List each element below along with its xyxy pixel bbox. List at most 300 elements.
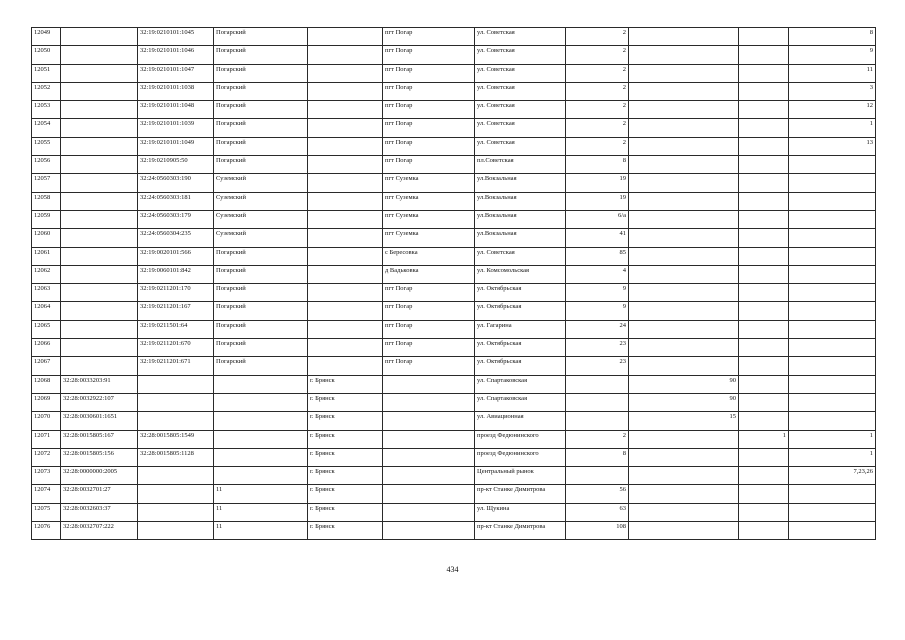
house-number-cell: 9 xyxy=(566,284,629,302)
house-number-cell: 2 xyxy=(566,119,629,137)
house-number-cell: 6/a xyxy=(566,210,629,228)
street-cell: ул. Октябрьская xyxy=(475,339,566,357)
street-cell: ул. Спартаковская xyxy=(475,375,566,393)
apartment-cell: 11 xyxy=(789,64,876,82)
settlement-cell xyxy=(383,503,475,521)
apartment-cell xyxy=(789,339,876,357)
district-cell: Суземский xyxy=(214,229,308,247)
cadastral-number-a xyxy=(61,82,138,100)
cadastral-number-a xyxy=(61,101,138,119)
house-number-cell: 85 xyxy=(566,247,629,265)
street-cell: ул. Советская xyxy=(475,119,566,137)
unit-a-cell xyxy=(739,192,789,210)
building-cell xyxy=(629,265,739,283)
cadastral-number-a: 32:28:0033203:91 xyxy=(61,375,138,393)
cadastral-number-b xyxy=(138,375,214,393)
building-cell xyxy=(629,101,739,119)
unit-a-cell xyxy=(739,247,789,265)
table-row xyxy=(32,393,876,411)
cadastral-number-a xyxy=(61,64,138,82)
table-row xyxy=(32,430,876,448)
cadastral-number-b: 32:19:0210101:1039 xyxy=(138,119,214,137)
cadastral-number-b: 32:19:0211201:167 xyxy=(138,302,214,320)
unit-a-cell xyxy=(739,82,789,100)
street-cell: ул. Спартаковская xyxy=(475,393,566,411)
city-cell xyxy=(308,101,383,119)
apartment-cell: 1 xyxy=(789,119,876,137)
cadastral-number-b: 32:19:0211201:670 xyxy=(138,339,214,357)
building-cell xyxy=(629,82,739,100)
cadastral-number-b: 32:19:0210101:1045 xyxy=(138,28,214,46)
apartment-cell xyxy=(789,357,876,375)
district-cell: Погарский xyxy=(214,320,308,338)
cadastral-number-b: 32:19:0211501:64 xyxy=(138,320,214,338)
cadastral-number-a xyxy=(61,156,138,174)
house-number-cell: 23 xyxy=(566,339,629,357)
row-id: 12062 xyxy=(32,265,61,283)
city-cell xyxy=(308,137,383,155)
cadastral-number-a: 32:28:0032603:37 xyxy=(61,503,138,521)
city-cell xyxy=(308,284,383,302)
city-cell xyxy=(308,265,383,283)
settlement-cell: пгт Погар xyxy=(383,156,475,174)
settlement-cell: пгт Погар xyxy=(383,357,475,375)
cadastral-number-a xyxy=(61,284,138,302)
row-id: 12053 xyxy=(32,101,61,119)
unit-a-cell xyxy=(739,339,789,357)
cadastral-number-b: 32:19:0210101:1038 xyxy=(138,82,214,100)
cadastral-number-a xyxy=(61,357,138,375)
unit-a-cell xyxy=(739,393,789,411)
house-number-cell: 108 xyxy=(566,522,629,540)
row-id: 12065 xyxy=(32,320,61,338)
house-number-cell xyxy=(566,412,629,430)
cadastral-number-b: 32:28:0015805:1128 xyxy=(138,448,214,466)
street-cell: ул. Гагарина xyxy=(475,320,566,338)
city-cell: г. Брянск xyxy=(308,412,383,430)
apartment-cell: 3 xyxy=(789,82,876,100)
unit-a-cell xyxy=(739,485,789,503)
house-number-cell: 63 xyxy=(566,503,629,521)
table-body xyxy=(32,28,876,540)
house-number-cell xyxy=(566,375,629,393)
cadastral-number-a xyxy=(61,210,138,228)
cadastral-number-a xyxy=(61,247,138,265)
settlement-cell xyxy=(383,412,475,430)
district-cell xyxy=(214,467,308,485)
street-cell: ул. Щукина xyxy=(475,503,566,521)
city-cell xyxy=(308,320,383,338)
street-cell: ул. Октябрьская xyxy=(475,284,566,302)
registry-table-container xyxy=(31,27,876,540)
cadastral-number-b: 32:28:0015805:1549 xyxy=(138,430,214,448)
row-id: 12055 xyxy=(32,137,61,155)
table-row xyxy=(32,284,876,302)
street-cell: ул.Вокзальная xyxy=(475,210,566,228)
building-cell xyxy=(629,284,739,302)
settlement-cell: пгт Погар xyxy=(383,82,475,100)
table-row xyxy=(32,119,876,137)
cadastral-number-b: 32:19:0060101:842 xyxy=(138,265,214,283)
unit-a-cell xyxy=(739,28,789,46)
table-row xyxy=(32,485,876,503)
row-id: 12073 xyxy=(32,467,61,485)
table-row xyxy=(32,247,876,265)
row-id: 12063 xyxy=(32,284,61,302)
street-cell: ул.Вокзальная xyxy=(475,174,566,192)
table-row xyxy=(32,101,876,119)
building-cell xyxy=(629,320,739,338)
registry-table xyxy=(31,27,876,540)
table-row xyxy=(32,339,876,357)
row-id: 12057 xyxy=(32,174,61,192)
cadastral-number-a: 32:28:0032922:107 xyxy=(61,393,138,411)
unit-a-cell xyxy=(739,119,789,137)
cadastral-number-b: 32:24:0560303:179 xyxy=(138,210,214,228)
building-cell xyxy=(629,357,739,375)
cadastral-number-b: 32:19:0210101:1048 xyxy=(138,101,214,119)
row-id: 12067 xyxy=(32,357,61,375)
cadastral-number-b xyxy=(138,393,214,411)
apartment-cell: 9 xyxy=(789,46,876,64)
district-cell: Погарский xyxy=(214,156,308,174)
table-row xyxy=(32,137,876,155)
cadastral-number-b xyxy=(138,503,214,521)
unit-a-cell xyxy=(739,302,789,320)
row-id: 12061 xyxy=(32,247,61,265)
unit-a-cell xyxy=(739,320,789,338)
house-number-cell: 2 xyxy=(566,430,629,448)
city-cell: г. Брянск xyxy=(308,467,383,485)
row-id: 12054 xyxy=(32,119,61,137)
city-cell xyxy=(308,174,383,192)
cadastral-number-b: 32:19:0210101:1049 xyxy=(138,137,214,155)
house-number-cell: 8 xyxy=(566,448,629,466)
table-row xyxy=(32,174,876,192)
table-row xyxy=(32,412,876,430)
building-cell xyxy=(629,137,739,155)
cadastral-number-b: 32:24:0560303:190 xyxy=(138,174,214,192)
cadastral-number-a xyxy=(61,192,138,210)
district-cell: Суземский xyxy=(214,210,308,228)
unit-a-cell xyxy=(739,265,789,283)
cadastral-number-b: 32:19:0210101:1046 xyxy=(138,46,214,64)
cadastral-number-b: 32:19:0211201:671 xyxy=(138,357,214,375)
unit-a-cell xyxy=(739,101,789,119)
apartment-cell: 12 xyxy=(789,101,876,119)
table-row xyxy=(32,522,876,540)
street-cell: пр-кт Станке Димитрова xyxy=(475,522,566,540)
apartment-cell xyxy=(789,320,876,338)
row-id: 12066 xyxy=(32,339,61,357)
cadastral-number-a xyxy=(61,28,138,46)
street-cell: ул. Советская xyxy=(475,101,566,119)
cadastral-number-a xyxy=(61,339,138,357)
settlement-cell: пгт Погар xyxy=(383,46,475,64)
row-id: 12076 xyxy=(32,522,61,540)
district-cell xyxy=(214,412,308,430)
unit-a-cell xyxy=(739,210,789,228)
building-cell xyxy=(629,467,739,485)
unit-a-cell xyxy=(739,284,789,302)
row-id: 12056 xyxy=(32,156,61,174)
table-row xyxy=(32,64,876,82)
cadastral-number-b xyxy=(138,467,214,485)
unit-a-cell xyxy=(739,156,789,174)
row-id: 12074 xyxy=(32,485,61,503)
apartment-cell xyxy=(789,174,876,192)
cadastral-number-a xyxy=(61,137,138,155)
district-cell: Суземский xyxy=(214,192,308,210)
settlement-cell xyxy=(383,375,475,393)
settlement-cell: пгт Суземка xyxy=(383,174,475,192)
table-row xyxy=(32,82,876,100)
table-row xyxy=(32,467,876,485)
district-cell xyxy=(214,430,308,448)
table-row xyxy=(32,156,876,174)
unit-a-cell xyxy=(739,137,789,155)
cadastral-number-b: 32:19:0210905:50 xyxy=(138,156,214,174)
cadastral-number-a: 32:28:0032707:222 xyxy=(61,522,138,540)
city-cell xyxy=(308,357,383,375)
cadastral-number-b: 32:24:0560304:235 xyxy=(138,229,214,247)
cadastral-number-a: 32:28:0032701:27 xyxy=(61,485,138,503)
table-row xyxy=(32,28,876,46)
street-cell: пр-кт Станке Димитрова xyxy=(475,485,566,503)
unit-a-cell xyxy=(739,467,789,485)
table-row xyxy=(32,503,876,521)
building-cell: 90 xyxy=(629,375,739,393)
cadastral-number-b: 32:19:0210101:1047 xyxy=(138,64,214,82)
district-cell xyxy=(214,393,308,411)
cadastral-number-b: 32:19:0211201:170 xyxy=(138,284,214,302)
city-cell xyxy=(308,64,383,82)
settlement-cell: пгт Погар xyxy=(383,28,475,46)
unit-a-cell xyxy=(739,522,789,540)
district-cell: Погарский xyxy=(214,247,308,265)
street-cell: ул. Комсомольская xyxy=(475,265,566,283)
table-row xyxy=(32,357,876,375)
cadastral-number-a xyxy=(61,302,138,320)
apartment-cell xyxy=(789,210,876,228)
cadastral-number-a: 32:28:0000000:2005 xyxy=(61,467,138,485)
district-cell: 11 xyxy=(214,503,308,521)
row-id: 12052 xyxy=(32,82,61,100)
building-cell xyxy=(629,247,739,265)
city-cell xyxy=(308,210,383,228)
building-cell xyxy=(629,485,739,503)
table-row xyxy=(32,229,876,247)
city-cell xyxy=(308,192,383,210)
city-cell xyxy=(308,302,383,320)
house-number-cell: 41 xyxy=(566,229,629,247)
settlement-cell: пгт Суземка xyxy=(383,192,475,210)
unit-a-cell xyxy=(739,448,789,466)
house-number-cell: 8 xyxy=(566,156,629,174)
street-cell: ул. Советская xyxy=(475,28,566,46)
city-cell: г. Брянск xyxy=(308,448,383,466)
apartment-cell xyxy=(789,229,876,247)
unit-a-cell xyxy=(739,357,789,375)
settlement-cell xyxy=(383,393,475,411)
apartment-cell: 13 xyxy=(789,137,876,155)
building-cell xyxy=(629,448,739,466)
apartment-cell xyxy=(789,247,876,265)
apartment-cell xyxy=(789,156,876,174)
building-cell xyxy=(629,503,739,521)
apartment-cell xyxy=(789,265,876,283)
settlement-cell: пгт Погар xyxy=(383,302,475,320)
house-number-cell: 2 xyxy=(566,64,629,82)
building-cell xyxy=(629,64,739,82)
table-row xyxy=(32,210,876,228)
street-cell: проезд Федюнинского xyxy=(475,448,566,466)
street-cell: ул. Советская xyxy=(475,247,566,265)
unit-a-cell: 1 xyxy=(739,430,789,448)
unit-a-cell xyxy=(739,64,789,82)
cadastral-number-a xyxy=(61,265,138,283)
unit-a-cell xyxy=(739,229,789,247)
settlement-cell xyxy=(383,485,475,503)
house-number-cell: 2 xyxy=(566,28,629,46)
row-id: 12060 xyxy=(32,229,61,247)
building-cell xyxy=(629,156,739,174)
apartment-cell xyxy=(789,192,876,210)
street-cell: ул. Советская xyxy=(475,82,566,100)
house-number-cell: 2 xyxy=(566,46,629,64)
building-cell xyxy=(629,210,739,228)
settlement-cell: с Бересовка xyxy=(383,247,475,265)
apartment-cell: 8 xyxy=(789,28,876,46)
settlement-cell: пгт Погар xyxy=(383,284,475,302)
district-cell: Погарский xyxy=(214,265,308,283)
house-number-cell: 2 xyxy=(566,82,629,100)
table-row xyxy=(32,265,876,283)
row-id: 12051 xyxy=(32,64,61,82)
table-row xyxy=(32,375,876,393)
district-cell: Погарский xyxy=(214,284,308,302)
street-cell: ул. Октябрьская xyxy=(475,357,566,375)
building-cell xyxy=(629,522,739,540)
street-cell: ул. Советская xyxy=(475,46,566,64)
cadastral-number-b: 32:24:0560303:181 xyxy=(138,192,214,210)
district-cell: 11 xyxy=(214,485,308,503)
building-cell xyxy=(629,430,739,448)
house-number-cell: 2 xyxy=(566,137,629,155)
apartment-cell: 1 xyxy=(789,430,876,448)
settlement-cell xyxy=(383,448,475,466)
house-number-cell: 56 xyxy=(566,485,629,503)
cadastral-number-a xyxy=(61,174,138,192)
house-number-cell: 2 xyxy=(566,101,629,119)
table-row xyxy=(32,192,876,210)
house-number-cell xyxy=(566,393,629,411)
table-row xyxy=(32,302,876,320)
building-cell xyxy=(629,28,739,46)
city-cell xyxy=(308,46,383,64)
settlement-cell xyxy=(383,522,475,540)
building-cell xyxy=(629,302,739,320)
unit-a-cell xyxy=(739,375,789,393)
table-row xyxy=(32,320,876,338)
cadastral-number-a: 32:28:0030601:1651 xyxy=(61,412,138,430)
street-cell: ул. Авиационная xyxy=(475,412,566,430)
district-cell: Погарский xyxy=(214,119,308,137)
house-number-cell: 19 xyxy=(566,192,629,210)
apartment-cell xyxy=(789,393,876,411)
row-id: 12071 xyxy=(32,430,61,448)
district-cell: Погарский xyxy=(214,357,308,375)
apartment-cell xyxy=(789,284,876,302)
settlement-cell: пгт Погар xyxy=(383,64,475,82)
city-cell: г. Брянск xyxy=(308,503,383,521)
row-id: 12049 xyxy=(32,28,61,46)
settlement-cell: пгт Погар xyxy=(383,101,475,119)
district-cell xyxy=(214,448,308,466)
district-cell: 11 xyxy=(214,522,308,540)
house-number-cell xyxy=(566,467,629,485)
city-cell xyxy=(308,28,383,46)
building-cell xyxy=(629,119,739,137)
cadastral-number-b xyxy=(138,485,214,503)
settlement-cell: пгт Погар xyxy=(383,339,475,357)
apartment-cell xyxy=(789,375,876,393)
house-number-cell: 23 xyxy=(566,357,629,375)
house-number-cell: 24 xyxy=(566,320,629,338)
cadastral-number-b xyxy=(138,522,214,540)
street-cell: ул. Советская xyxy=(475,137,566,155)
row-id: 12075 xyxy=(32,503,61,521)
building-cell xyxy=(629,174,739,192)
table-row xyxy=(32,448,876,466)
district-cell: Погарский xyxy=(214,339,308,357)
unit-a-cell xyxy=(739,503,789,521)
table-row xyxy=(32,46,876,64)
house-number-cell: 4 xyxy=(566,265,629,283)
building-cell xyxy=(629,192,739,210)
street-cell: ул.Вокзальная xyxy=(475,192,566,210)
apartment-cell: 7,23,26 xyxy=(789,467,876,485)
street-cell: ул. Октябрьская xyxy=(475,302,566,320)
street-cell: ул. Советская xyxy=(475,64,566,82)
apartment-cell xyxy=(789,522,876,540)
apartment-cell xyxy=(789,302,876,320)
district-cell: Суземский xyxy=(214,174,308,192)
city-cell: г. Брянск xyxy=(308,393,383,411)
city-cell xyxy=(308,119,383,137)
apartment-cell: 1 xyxy=(789,448,876,466)
building-cell xyxy=(629,339,739,357)
building-cell xyxy=(629,229,739,247)
row-id: 12059 xyxy=(32,210,61,228)
page-number: 434 xyxy=(446,565,459,574)
city-cell xyxy=(308,82,383,100)
house-number-cell: 9 xyxy=(566,302,629,320)
cadastral-number-a xyxy=(61,119,138,137)
row-id: 12050 xyxy=(32,46,61,64)
city-cell: г. Брянск xyxy=(308,522,383,540)
building-cell: 90 xyxy=(629,393,739,411)
settlement-cell xyxy=(383,467,475,485)
settlement-cell: пгт Погар xyxy=(383,119,475,137)
cadastral-number-a xyxy=(61,229,138,247)
unit-a-cell xyxy=(739,46,789,64)
building-cell: 15 xyxy=(629,412,739,430)
district-cell xyxy=(214,375,308,393)
cadastral-number-a: 32:28:0015805:167 xyxy=(61,430,138,448)
row-id: 12072 xyxy=(32,448,61,466)
settlement-cell: пгт Погар xyxy=(383,320,475,338)
